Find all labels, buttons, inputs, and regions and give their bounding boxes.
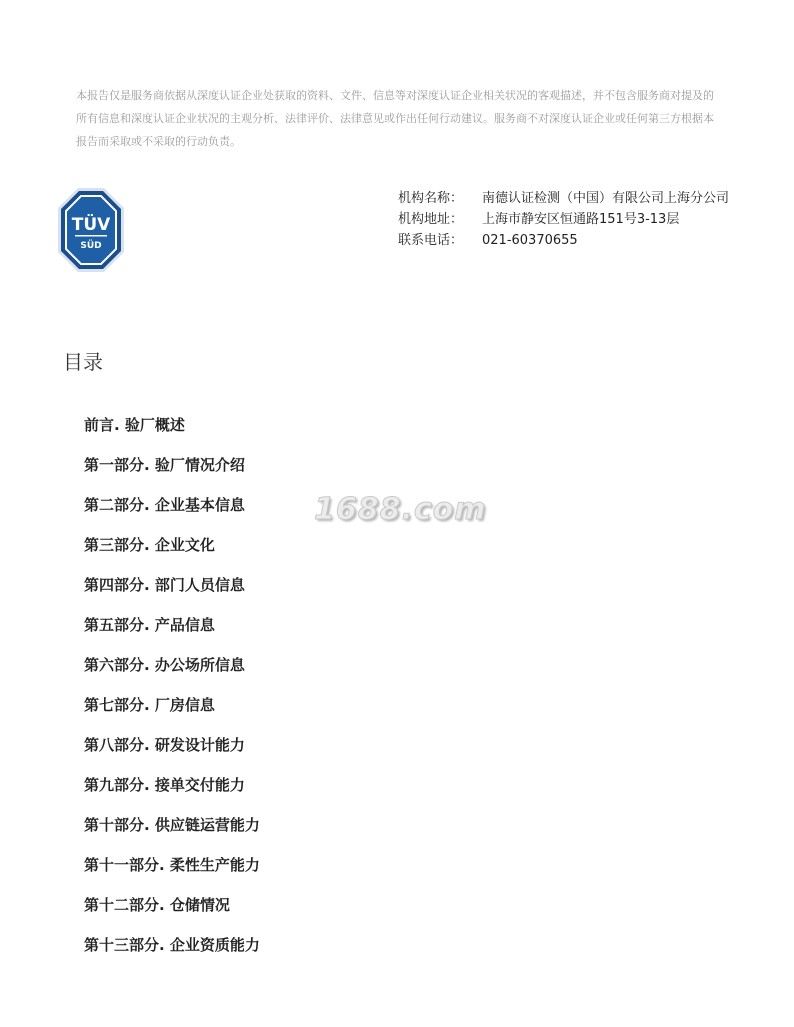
toc-item-part-4[interactable]: 第四部分. 部门人员信息 (84, 576, 245, 594)
tuv-sud-logo (56, 186, 126, 274)
toc-item-part-12[interactable]: 第十二部分. 仓储情况 (84, 896, 230, 914)
toc-item-part-6[interactable]: 第六部分. 办公场所信息 (84, 656, 245, 674)
toc-item-part-11[interactable]: 第十一部分. 柔性生产能力 (84, 856, 260, 874)
org-name-label: 机构名称： (398, 191, 464, 206)
toc-item-part-8[interactable]: 第八部分. 研发设计能力 (84, 736, 245, 754)
disclaimer-text: 本报告仅是服务商依据从深度认证企业处获取的资料、文件、信息等对深度认证企业相关状况的客观描述，并不包含服务商对提及的所有信息和深度认证企业状况的主观分析、法律评价、法律意见或作出任何行动建议。服务商不对深度认证企业或任何第三方根据本报告而采取或不采取的行动负责。 (76, 89, 714, 148)
org-address-row (398, 209, 738, 230)
watermark-1688: 1688.com (314, 492, 487, 527)
logo-text-bottom: SÜD (80, 241, 102, 251)
toc-item-preface[interactable]: 前言. 验厂概述 (84, 416, 185, 434)
org-address-value: 上海市静安区恒通路151号3-13层 (482, 212, 680, 227)
toc-item-part-10[interactable]: 第十部分. 供应链运营能力 (84, 816, 260, 834)
org-address-label: 机构地址： (398, 212, 464, 227)
organization-info (398, 188, 738, 251)
org-name-value: 南德认证检测（中国）有限公司上海分公司 (482, 191, 730, 206)
toc-heading: 目录 (63, 350, 103, 374)
org-phone-row (398, 230, 738, 251)
toc-item-part-13[interactable]: 第十三部分. 企业资质能力 (84, 936, 260, 954)
org-name-row (398, 188, 738, 209)
logo-text-top: TÜV (71, 215, 111, 235)
org-phone-label: 联系电话： (398, 233, 464, 248)
toc-item-part-1[interactable]: 第一部分. 验厂情况介绍 (84, 456, 245, 474)
toc-item-part-5[interactable]: 第五部分. 产品信息 (84, 616, 215, 634)
toc-item-part-9[interactable]: 第九部分. 接单交付能力 (84, 776, 245, 794)
toc-item-part-3[interactable]: 第三部分. 企业文化 (84, 536, 215, 554)
org-phone-value: 021-60370655 (482, 233, 578, 248)
table-of-contents (84, 414, 260, 974)
toc-item-part-2[interactable]: 第二部分. 企业基本信息 (84, 496, 245, 514)
toc-item-part-7[interactable]: 第七部分. 厂房信息 (84, 696, 215, 714)
